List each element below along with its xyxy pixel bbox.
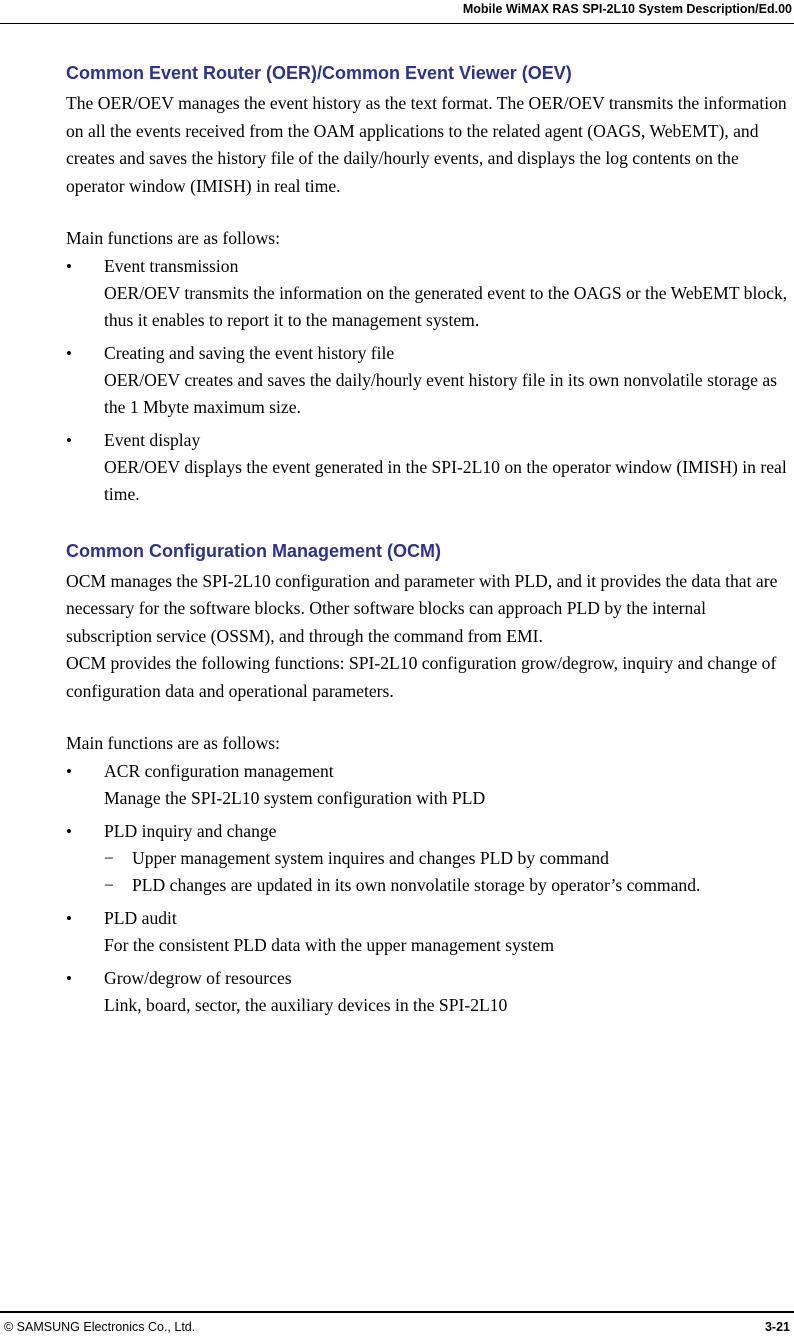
list-item [66, 253, 790, 334]
list-item-desc: For the consistent PLD data with the upper management system [104, 934, 555, 955]
bullet: • [66, 430, 72, 450]
sub-list-item-text: Upper management system inquires and changes PLD by command [132, 847, 609, 868]
list-item [66, 905, 790, 959]
bullet: • [66, 821, 72, 841]
bullet: • [66, 343, 72, 363]
list-item [66, 758, 790, 812]
ocm-intro-2: OCM provides the following functions: SPI-2L10 configuration grow/degrow, inquiry and change of configuration data and operational parameters. [66, 653, 777, 701]
oer-main-functions: Main functions are as follows: [66, 228, 281, 248]
list-item-desc: OER/OEV creates and saves the daily/hourly event history file in its own nonvolatile storage as the 1 Mbyte maximum size. [104, 369, 777, 417]
list-item-title: ACR configuration management [104, 760, 334, 781]
document-title: Mobile WiMAX RAS SPI-2L10 System Description/Ed.00 [462, 2, 792, 16]
bullet: • [66, 968, 72, 988]
list-item-title: PLD inquiry and change [104, 820, 277, 841]
oer-function-list [66, 253, 790, 508]
list-item [66, 340, 790, 421]
page-number: 3-21 [764, 1320, 790, 1334]
page-header [0, 0, 794, 24]
list-item-desc: OER/OEV displays the event generated in the SPI-2L10 on the operator window (IMISH) in real time. [104, 456, 787, 504]
ocm-function-list [66, 758, 790, 1019]
list-item-desc: Link, board, sector, the auxiliary devices in the SPI-2L10 [104, 994, 508, 1015]
bullet: • [66, 908, 72, 928]
list-item-desc: Manage the SPI-2L10 system configuration with PLD [104, 787, 486, 808]
list-item-title: Grow/degrow of resources [104, 967, 292, 988]
bullet: • [66, 761, 72, 781]
dash: − [104, 847, 114, 868]
list-item-title: Event display [104, 429, 201, 450]
ocm-main-functions: Main functions are as follows: [66, 733, 281, 753]
list-item-desc: OER/OEV transmits the information on the generated event to the OAGS or the WebEMT block, thus it enables to report it to the management system. [104, 282, 788, 330]
ocm-intro-1: OCM manages the SPI-2L10 configuration and parameter with PLD, and it provides the data that are necessary for the software blocks. Other software blocks can approach PLD by the internal subscription service (OSSM), and through the command from EMI. [66, 570, 778, 646]
sub-list-item [104, 845, 790, 872]
list-item [66, 818, 790, 899]
page-footer [0, 1311, 794, 1336]
sub-list-item [104, 872, 790, 899]
list-item-title: Event transmission [104, 255, 239, 276]
page-content [66, 58, 790, 1025]
list-item [66, 427, 790, 508]
list-item-title: PLD audit [104, 907, 177, 928]
dash: − [104, 874, 114, 895]
copyright: © SAMSUNG Electronics Co., Ltd. [4, 1320, 196, 1334]
section-heading-oer: Common Event Router (OER)/Common Event Viewer (OEV) [66, 63, 572, 83]
sub-list-item-text: PLD changes are updated in its own nonvolatile storage by operator’s command. [132, 874, 701, 895]
section-heading-ocm: Common Configuration Management (OCM) [66, 540, 441, 561]
bullet: • [66, 256, 72, 276]
list-item-title: Creating and saving the event history file [104, 342, 395, 363]
oer-intro: The OER/OEV manages the event history as the text format. The OER/OEV transmits the information on all the events received from the OAM applications to the related agent (OAGS, WebEMT), and creates and saves the history file of the daily/hourly events, and displays the log contents on the operator window (IMISH) in real time. [66, 93, 787, 196]
list-item [66, 965, 790, 1019]
